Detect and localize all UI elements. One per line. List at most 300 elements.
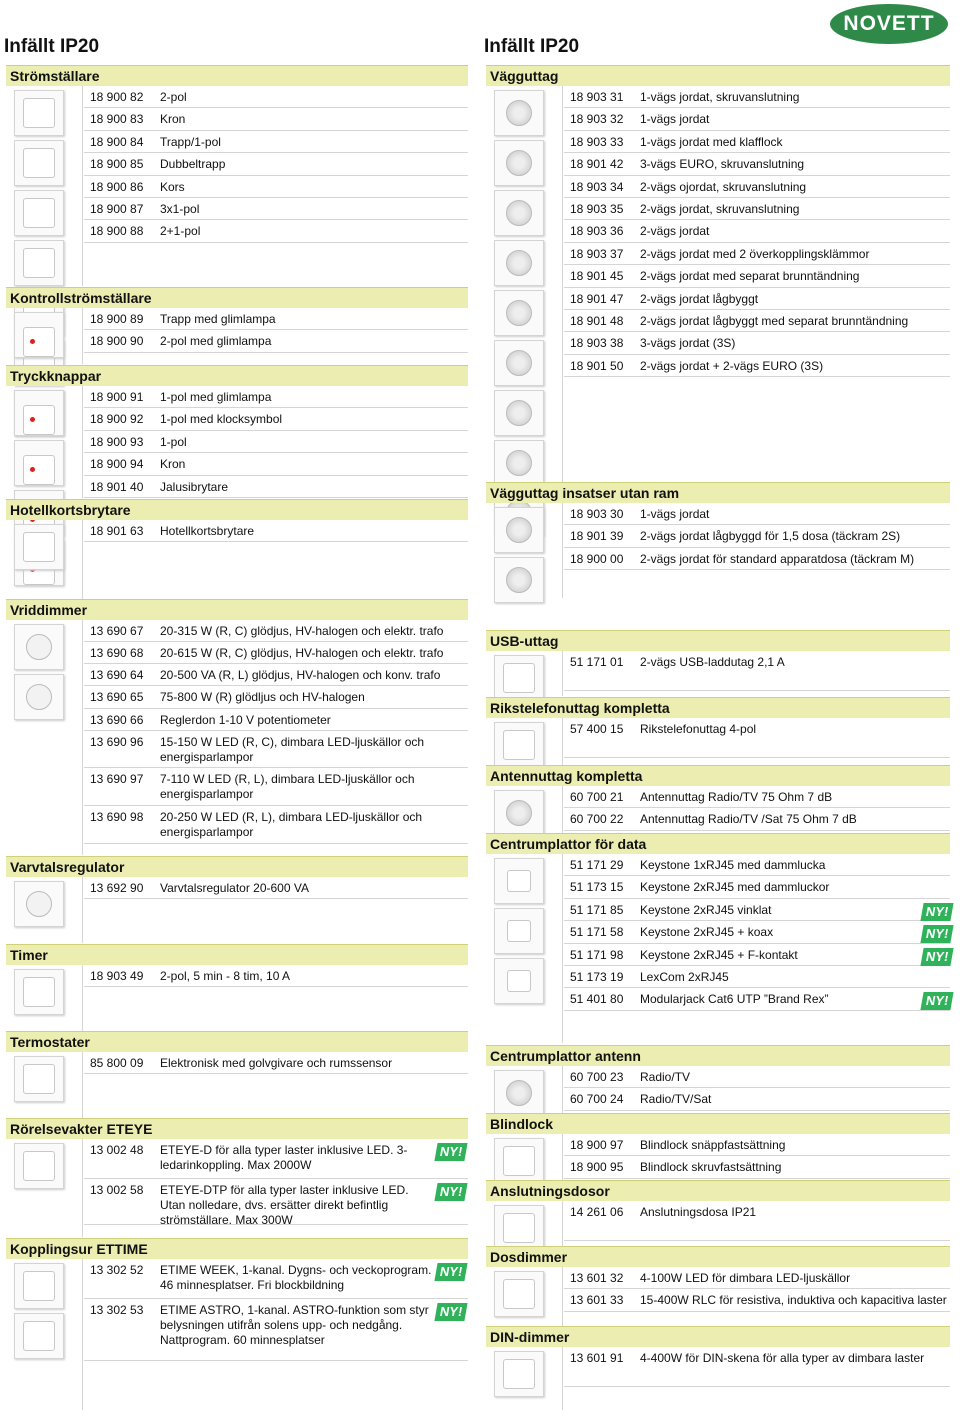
- product-row: [84, 686, 468, 709]
- article-number: 13 690 67: [90, 624, 144, 638]
- product-description: 3x1-pol: [160, 201, 200, 216]
- product-list: [84, 1139, 468, 1225]
- article-number: 13 601 33: [570, 1293, 624, 1308]
- article-number: 18 901 39: [570, 529, 624, 544]
- new-badge: NY!: [920, 903, 954, 921]
- product-row: [84, 1259, 468, 1299]
- product-row: [564, 718, 950, 758]
- new-badge: NY!: [920, 925, 954, 943]
- product-row: [84, 1052, 468, 1074]
- product-description: 2-vägs USB-laddutag 2,1 A: [640, 655, 785, 669]
- product-description: Rikstelefonuttag 4-pol: [640, 722, 757, 736]
- product-section: [6, 599, 468, 855]
- section-title: Rörelsevakter ETEYE: [6, 1118, 468, 1139]
- article-number: 51 171 01: [570, 655, 624, 669]
- product-row: [564, 651, 950, 691]
- product-row: [84, 731, 468, 768]
- article-number: 18 901 48: [570, 313, 624, 328]
- product-image: [14, 624, 64, 670]
- article-number: 18 903 33: [570, 134, 624, 149]
- article-number: 18 900 82: [90, 90, 144, 104]
- product-description: 1-pol med glimlampa: [160, 390, 272, 404]
- product-images: [8, 1259, 72, 1363]
- product-description: Radio/TV/Sat: [640, 1092, 712, 1107]
- product-description: ETIME ASTRO, 1-kanal. ASTRO-funktion som styr belysningen utifrån solens upp- och nedgång. Nattprogram. 60 minnesplatser: [160, 1303, 429, 1347]
- section-title: Vriddimmer: [6, 599, 468, 620]
- product-description: Anslutningsdosa IP21: [640, 1205, 757, 1219]
- product-row: [564, 988, 950, 1010]
- product-list: [84, 965, 468, 987]
- product-image: [14, 674, 64, 720]
- article-number: 18 901 63: [90, 524, 144, 538]
- product-images: [488, 786, 552, 840]
- product-row: [84, 476, 468, 498]
- product-section: [6, 65, 468, 286]
- product-row: [564, 1088, 950, 1110]
- left-page-title: Infällt IP20: [4, 36, 100, 57]
- product-image: [494, 908, 544, 954]
- product-row: [564, 131, 950, 153]
- product-row: [564, 1066, 950, 1088]
- article-number: 13 690 64: [90, 668, 144, 682]
- article-number: 18 900 92: [90, 412, 144, 427]
- product-row: [84, 877, 468, 899]
- product-description: 2+1-pol: [160, 224, 201, 239]
- product-description: 3-vägs EURO, skruvanslutning: [640, 157, 805, 172]
- product-images: [488, 1066, 552, 1120]
- article-number: 18 900 00: [570, 551, 624, 566]
- product-images: [488, 503, 552, 607]
- product-row: [84, 806, 468, 844]
- article-number: 18 900 85: [90, 157, 144, 172]
- product-image: [494, 340, 544, 386]
- article-number: 85 800 09: [90, 1056, 144, 1070]
- article-number: 18 903 37: [570, 246, 624, 261]
- article-number: 13 002 58: [90, 1183, 144, 1197]
- product-row: [564, 966, 950, 988]
- product-row: [564, 355, 950, 377]
- product-list: [84, 308, 468, 353]
- product-description: Blindlock skruvfastsättning: [640, 1160, 782, 1175]
- product-description: 2-vägs jordat: [640, 224, 710, 239]
- article-number: 13 690 65: [90, 690, 144, 704]
- article-number: 18 903 38: [570, 336, 624, 351]
- product-image: [494, 190, 544, 236]
- product-description: Reglerdon 1-10 V potentiometer: [160, 713, 331, 727]
- new-badge: NY!: [434, 1183, 468, 1201]
- product-description: Hotellkortsbrytare: [160, 524, 255, 538]
- section-title: DIN-dimmer: [486, 1326, 950, 1347]
- product-list: [564, 854, 950, 1011]
- product-description: Keystone 2xRJ45 + koax: [640, 925, 774, 940]
- article-number: 18 901 40: [90, 479, 144, 494]
- product-description: ETEYE-DTP för alla typer laster inklusive LED. Utan nolledare, dvs. ersätter direkt befintlig strömställare. Max 300W: [160, 1183, 409, 1227]
- product-description: Modularjack Cat6 UTP ”Brand Rex”: [640, 992, 829, 1007]
- product-description: 3-vägs jordat (3S): [640, 336, 736, 351]
- product-images: [8, 877, 72, 931]
- product-row: [84, 408, 468, 430]
- product-description: Keystone 2xRJ45 med dammluckor: [640, 880, 830, 895]
- product-image: [14, 90, 64, 136]
- section-title: Anslutningsdosor: [486, 1180, 950, 1201]
- product-row: [84, 431, 468, 453]
- product-image: [494, 240, 544, 286]
- product-image: [494, 958, 544, 1004]
- product-row: [564, 1156, 950, 1178]
- product-description: 2-vägs jordat med 2 överkopplingsklämmor: [640, 246, 870, 261]
- section-title: Antennuttag kompletta: [486, 765, 950, 786]
- product-section: [486, 630, 950, 696]
- product-list: [84, 1052, 468, 1074]
- section-title: Varvtalsregulator: [6, 856, 468, 877]
- product-image: [494, 290, 544, 336]
- new-badge: NY!: [920, 992, 954, 1010]
- article-number: 18 903 35: [570, 201, 624, 216]
- product-list: [564, 1066, 950, 1111]
- product-description: Antennuttag Radio/TV 75 Ohm 7 dB: [640, 790, 833, 804]
- product-list: [564, 86, 950, 377]
- product-row: [564, 176, 950, 198]
- product-description: 2-vägs jordat för standard apparatdosa (täckram M): [640, 551, 915, 566]
- product-list: [564, 1347, 950, 1387]
- new-badge: NY!: [920, 948, 954, 966]
- product-row: [84, 620, 468, 642]
- section-title: Strömställare: [6, 65, 468, 86]
- section-title: Kontrollströmställare: [6, 287, 468, 308]
- article-number: 18 900 97: [570, 1138, 624, 1152]
- product-images: [488, 718, 552, 772]
- product-row: [564, 503, 950, 525]
- section-title: Vägguttag insatser utan ram: [486, 482, 950, 503]
- product-description: 2-pol med glimlampa: [160, 334, 272, 349]
- product-image: [494, 1070, 544, 1116]
- product-description: 20-615 W (R, C) glödjus, HV-halogen och elektr. trafo: [160, 646, 444, 660]
- product-description: 1-vägs jordat med klafflock: [640, 134, 783, 149]
- product-row: [84, 642, 468, 664]
- product-description: 1-vägs jordat, skruvanslutning: [640, 90, 800, 104]
- product-image: [494, 790, 544, 836]
- product-description: 15-150 W LED (R, C), dimbara LED-ljuskällor och energisparlampor: [160, 735, 425, 764]
- product-description: 1-vägs jordat: [640, 507, 710, 521]
- product-image: [494, 140, 544, 186]
- product-row: [564, 854, 950, 876]
- product-description: Keystone 2xRJ45 vinklat: [640, 902, 772, 917]
- article-number: 18 901 42: [570, 157, 624, 172]
- product-description: 20-315 W (R, C) glödjus, HV-halogen och elektr. trafo: [160, 624, 444, 638]
- product-description: 2-pol: [160, 90, 187, 104]
- product-description: ETIME WEEK, 1-kanal. Dygns- och veckoprogram. 46 minnesplatser. Fri blockbildning: [160, 1263, 432, 1292]
- product-description: Jalusibrytare: [160, 479, 229, 494]
- product-images: [8, 1139, 72, 1193]
- section-title: Vägguttag: [486, 65, 950, 86]
- article-number: 18 903 49: [90, 969, 144, 983]
- product-description: ETEYE-D för alla typer laster inklusive LED. 3-ledarinkoppling. Max 2000W: [160, 1143, 408, 1172]
- product-image: [14, 1263, 64, 1309]
- article-number: 18 900 89: [90, 312, 144, 326]
- product-section: [6, 1238, 468, 1410]
- product-image: [14, 1056, 64, 1102]
- article-number: 51 401 80: [570, 992, 624, 1007]
- product-description: 4-100W LED för dimbara LED-ljuskällor: [640, 1271, 851, 1285]
- product-row: [564, 265, 950, 287]
- product-row: [564, 310, 950, 332]
- article-number: 57 400 15: [570, 722, 624, 736]
- product-row: [84, 153, 468, 175]
- product-list: [564, 1134, 950, 1179]
- product-description: Radio/TV: [640, 1070, 691, 1084]
- product-image: [14, 240, 64, 286]
- new-badge: NY!: [434, 1263, 468, 1281]
- product-description: LexCom 2xRJ45: [640, 969, 729, 984]
- article-number: 13 002 48: [90, 1143, 144, 1157]
- product-description: Blindlock snäppfastsättning: [640, 1138, 786, 1152]
- product-section: [486, 1326, 950, 1410]
- article-number: 60 700 22: [570, 812, 624, 827]
- product-description: Antennuttag Radio/TV /Sat 75 Ohm 7 dB: [640, 812, 857, 827]
- product-description: 2-vägs jordat lågbyggd för 1,5 dosa (täckram 2S): [640, 529, 901, 544]
- product-list: [564, 1267, 950, 1312]
- article-number: 13 601 91: [570, 1351, 624, 1365]
- product-list: [564, 503, 950, 570]
- product-image: [14, 140, 64, 186]
- product-image: [494, 722, 544, 768]
- article-number: 18 900 94: [90, 457, 144, 472]
- article-number: 18 900 90: [90, 334, 144, 349]
- product-section: [486, 1180, 950, 1246]
- product-image: [14, 1313, 64, 1359]
- product-row: [84, 520, 468, 542]
- product-row: [564, 786, 950, 808]
- article-number: 18 900 95: [570, 1160, 624, 1175]
- product-images: [8, 308, 72, 362]
- product-description: 4-400W för DIN-skena för alla typer av dimbara laster: [640, 1351, 925, 1365]
- product-images: [8, 620, 72, 724]
- article-number: 18 901 47: [570, 291, 624, 306]
- article-number: 18 900 84: [90, 134, 144, 149]
- article-number: 13 690 96: [90, 735, 144, 749]
- article-number: 51 171 98: [570, 947, 624, 962]
- product-row: [84, 709, 468, 731]
- product-row: [84, 220, 468, 242]
- product-section: [6, 1031, 468, 1118]
- product-row: [564, 153, 950, 175]
- product-description: 1-vägs jordat: [640, 112, 710, 127]
- product-description: 15-400W RLC för resistiva, induktiva och kapacitiva laster: [640, 1293, 947, 1308]
- product-section: [486, 482, 950, 598]
- article-number: 60 700 23: [570, 1070, 624, 1084]
- product-image: [494, 1205, 544, 1251]
- section-title: Hotellkortsbrytare: [6, 499, 468, 520]
- product-row: [84, 108, 468, 130]
- product-description: 20-500 VA (R, L) glödjus, HV-halogen och konv. trafo: [160, 668, 441, 682]
- product-image: [494, 90, 544, 136]
- product-images: [8, 1052, 72, 1106]
- product-row: [564, 1289, 950, 1311]
- article-number: 18 903 31: [570, 90, 624, 104]
- novett-logo: NOVETT: [830, 4, 948, 44]
- product-image: [494, 1271, 544, 1317]
- product-description: Kors: [160, 179, 185, 194]
- product-description: Varvtalsregulator 20-600 VA: [160, 881, 309, 895]
- product-row: [84, 1139, 468, 1179]
- article-number: 18 903 34: [570, 179, 624, 194]
- article-number: 18 903 36: [570, 224, 624, 239]
- section-title: Centrumplattor antenn: [486, 1045, 950, 1066]
- product-description: 2-vägs jordat lågbyggt med separat brunntändning: [640, 313, 909, 328]
- article-number: 18 900 88: [90, 224, 144, 239]
- product-section: [486, 697, 950, 765]
- product-description: 2-vägs jordat + 2-vägs EURO (3S): [640, 358, 824, 373]
- section-title: Dosdimmer: [486, 1246, 950, 1267]
- product-row: [84, 1299, 468, 1361]
- product-image: [494, 557, 544, 603]
- product-images: [488, 1267, 552, 1321]
- product-section: [486, 765, 950, 833]
- product-section: [486, 833, 950, 1043]
- product-image: [494, 858, 544, 904]
- article-number: 13 601 32: [570, 1271, 624, 1285]
- section-title: Timer: [6, 944, 468, 965]
- product-description: 75-800 W (R) glödljus och HV-halogen: [160, 690, 365, 704]
- product-description: 2-vägs jordat lågbyggt: [640, 291, 759, 306]
- product-row: [84, 965, 468, 987]
- product-list: [564, 1201, 950, 1241]
- right-page-title: Infällt IP20: [484, 36, 580, 57]
- product-description: 2-vägs jordat med separat brunntändning: [640, 269, 860, 284]
- product-row: [564, 1347, 950, 1387]
- section-title: USB-uttag: [486, 630, 950, 651]
- article-number: 18 900 91: [90, 390, 144, 404]
- product-list: [564, 718, 950, 758]
- article-number: 51 171 29: [570, 858, 624, 872]
- product-row: [84, 131, 468, 153]
- product-row: [564, 220, 950, 242]
- product-image: [14, 524, 64, 570]
- product-image: [494, 390, 544, 436]
- product-row: [564, 1267, 950, 1289]
- product-row: [564, 876, 950, 898]
- product-row: [564, 198, 950, 220]
- product-list: [564, 651, 950, 691]
- product-description: Keystone 2xRJ45 + F-kontakt: [640, 947, 798, 962]
- product-list: [564, 786, 950, 831]
- product-row: [564, 808, 950, 830]
- product-description: Dubbeltrapp: [160, 157, 226, 172]
- product-row: [564, 243, 950, 265]
- article-number: 13 692 90: [90, 881, 144, 895]
- product-images: [488, 854, 552, 1008]
- product-row: [84, 768, 468, 806]
- product-list: [84, 86, 468, 243]
- article-number: 13 690 66: [90, 713, 144, 727]
- product-row: [564, 1201, 950, 1241]
- article-number: 60 700 24: [570, 1092, 624, 1107]
- section-title: Blindlock: [486, 1113, 950, 1134]
- article-number: 13 690 68: [90, 646, 144, 660]
- article-number: 18 901 45: [570, 269, 624, 284]
- product-section: [6, 944, 468, 1031]
- section-title: Rikstelefonuttag kompletta: [486, 697, 950, 718]
- product-row: [564, 525, 950, 547]
- product-row: [84, 1179, 468, 1225]
- product-image: [494, 507, 544, 553]
- article-number: 13 690 98: [90, 810, 144, 824]
- product-section: [6, 287, 468, 364]
- product-image: [494, 1138, 544, 1184]
- product-image: [14, 440, 64, 486]
- product-images: [8, 520, 72, 574]
- product-list: [84, 520, 468, 542]
- product-row: [84, 86, 468, 108]
- article-number: 51 171 85: [570, 902, 624, 917]
- product-list: [84, 877, 468, 899]
- product-row: [84, 330, 468, 352]
- product-section: [486, 1113, 950, 1181]
- product-row: [84, 664, 468, 686]
- product-row: [84, 453, 468, 475]
- product-image: [494, 440, 544, 486]
- product-section: [486, 1246, 950, 1326]
- product-section: [486, 1045, 950, 1113]
- product-description: Kron: [160, 457, 186, 472]
- product-row: [564, 899, 950, 921]
- product-image: [14, 1143, 64, 1189]
- product-description: 7-110 W LED (R, L), dimbara LED-ljuskällor och energisparlampor: [160, 772, 415, 801]
- article-number: 18 900 83: [90, 112, 144, 127]
- product-section: [486, 65, 950, 482]
- product-image: [14, 390, 64, 436]
- article-number: 18 900 86: [90, 179, 144, 194]
- product-images: [488, 1347, 552, 1401]
- new-badge: NY!: [434, 1143, 468, 1161]
- product-section: [6, 856, 468, 943]
- product-description: Trapp med glimlampa: [160, 312, 276, 326]
- product-description: Keystone 1xRJ45 med dammlucka: [640, 858, 826, 872]
- product-list: [84, 620, 468, 844]
- product-list: [84, 386, 468, 498]
- product-list: [84, 1259, 468, 1361]
- product-row: [564, 288, 950, 310]
- product-image: [14, 969, 64, 1015]
- section-title: Centrumplattor för data: [486, 833, 950, 854]
- product-description: 1-pol med klocksymbol: [160, 412, 283, 427]
- article-number: 60 700 21: [570, 790, 624, 804]
- product-row: [84, 308, 468, 330]
- product-row: [84, 176, 468, 198]
- product-description: Trapp/1-pol: [160, 134, 221, 149]
- article-number: 51 173 15: [570, 880, 624, 895]
- product-section: [6, 365, 468, 498]
- product-row: [564, 86, 950, 108]
- product-image: [14, 190, 64, 236]
- product-row: [564, 108, 950, 130]
- article-number: 18 900 93: [90, 434, 144, 449]
- article-number: 18 900 87: [90, 201, 144, 216]
- article-number: 18 903 30: [570, 507, 624, 521]
- article-number: 13 302 53: [90, 1303, 144, 1317]
- product-image: [14, 312, 64, 358]
- section-title: Kopplingsur ETTIME: [6, 1238, 468, 1259]
- article-number: 13 690 97: [90, 772, 144, 786]
- section-title: Tryckknappar: [6, 365, 468, 386]
- product-description: Kron: [160, 112, 186, 127]
- article-number: 14 261 06: [570, 1205, 624, 1219]
- product-image: [14, 881, 64, 927]
- new-badge: NY!: [434, 1303, 468, 1321]
- product-description: 2-vägs jordat, skruvanslutning: [640, 201, 800, 216]
- product-description: 2-pol, 5 min - 8 tim, 10 A: [160, 969, 291, 983]
- product-row: [84, 198, 468, 220]
